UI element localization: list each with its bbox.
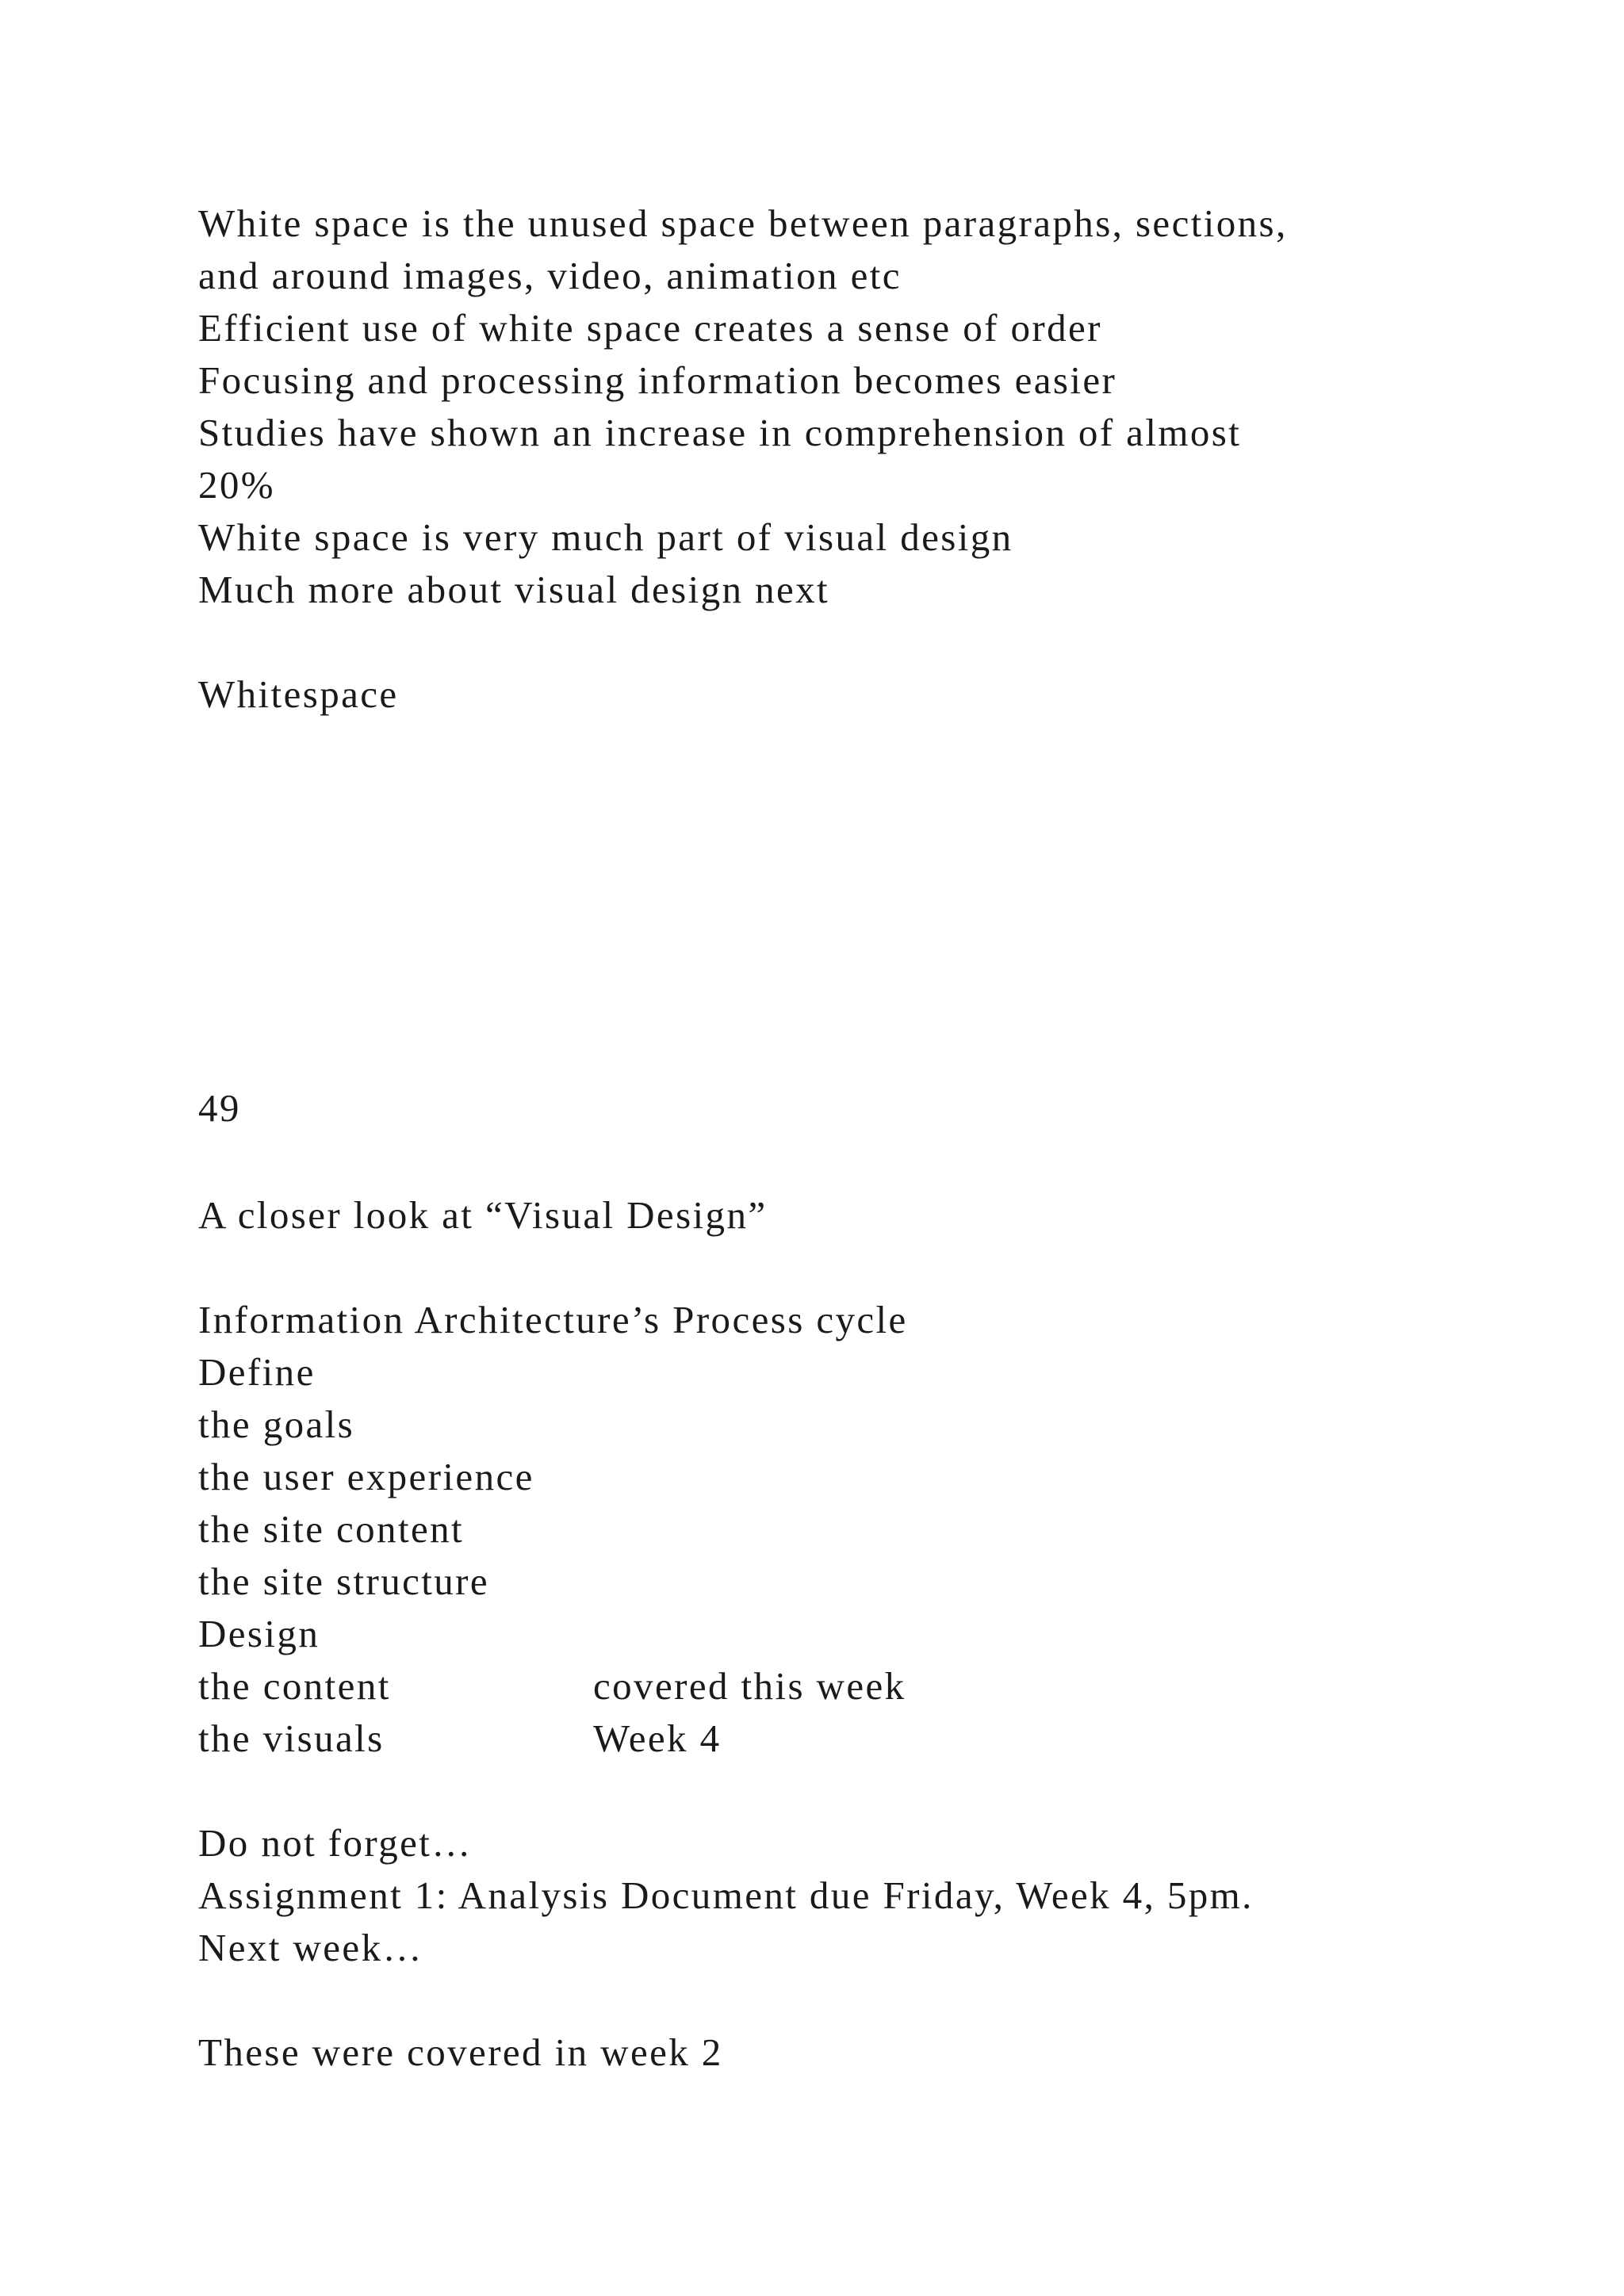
design-label: Design (198, 1612, 320, 1655)
assignment-line: Assignment 1: Analysis Document due Friday, Week 4, 5pm. (198, 1873, 1254, 1917)
body-text-line: Efficient use of white space creates a sense of order (198, 306, 1102, 350)
body-text-line: 20% (198, 463, 276, 507)
footer-note: These were covered in week 2 (198, 2030, 723, 2074)
section-heading-visual-design: A closer look at “Visual Design” (198, 1193, 768, 1237)
body-text-line: White space is the unused space between paragraphs, sections, (198, 201, 1288, 245)
reminder-heading: Do not forget… (198, 1821, 473, 1865)
design-item-note: Week 4 (593, 1716, 722, 1760)
section-heading-whitespace: Whitespace (198, 672, 399, 716)
body-text-line: Focusing and processing information becomes easier (198, 358, 1117, 402)
design-item: the visuals (198, 1716, 385, 1760)
define-item: the site content (198, 1507, 465, 1551)
define-item: the user experience (198, 1455, 534, 1498)
design-item-note: covered this week (593, 1664, 906, 1708)
design-item: the content (198, 1664, 391, 1708)
define-item: the goals (198, 1402, 355, 1446)
define-label: Define (198, 1350, 316, 1394)
body-text-line: and around images, video, animation etc (198, 254, 902, 297)
next-week-line: Next week… (198, 1926, 423, 1969)
define-item: the site structure (198, 1559, 490, 1603)
body-text-line: White space is very much part of visual design (198, 515, 1013, 559)
body-text-line: Studies have shown an increase in comprehension of almost (198, 411, 1242, 454)
body-text-line: Much more about visual design next (198, 568, 830, 611)
page-number: 49 (198, 1086, 241, 1130)
ia-process-title: Information Architecture’s Process cycle (198, 1298, 908, 1341)
